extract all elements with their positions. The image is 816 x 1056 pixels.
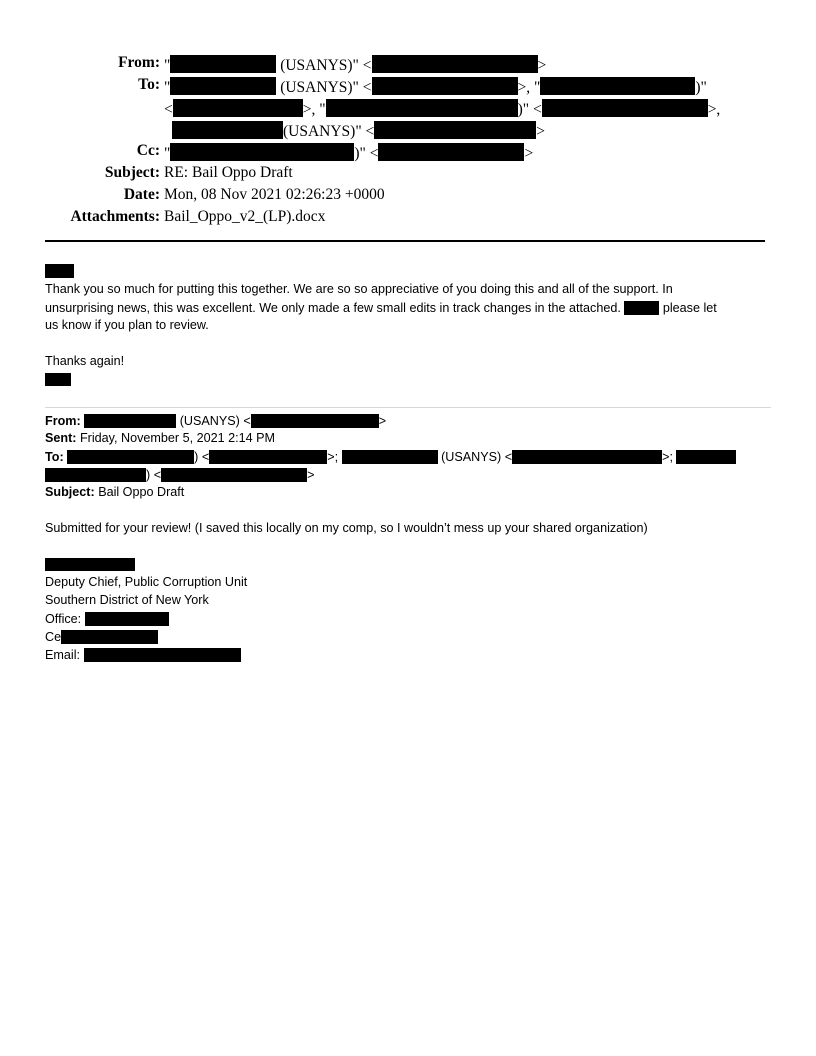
- orig-to-label: To:: [45, 450, 64, 464]
- orig-to-line-2: ) < >: [45, 468, 314, 482]
- to-label: To:: [138, 76, 160, 93]
- email-label: Email:: [45, 648, 80, 662]
- reply-line-2-tail: please let: [662, 301, 717, 315]
- to-value-line3: (USANYS)" < >: [172, 121, 545, 140]
- orig-subject-value: Bail Oppo Draft: [98, 485, 185, 499]
- redaction: [209, 450, 327, 464]
- cell-label: Ce: [45, 630, 62, 644]
- date-label: Date:: [123, 186, 160, 203]
- redaction: [512, 450, 662, 464]
- redaction: [161, 468, 307, 482]
- from-label: From:: [118, 54, 160, 71]
- reply-line-1: Thank you so much for putting this together. We are so so appreciative of you doing this and all of the support. In: [45, 282, 673, 296]
- orig-subject-line: [45, 486, 184, 499]
- redaction: [676, 450, 736, 464]
- redaction: [172, 121, 283, 139]
- reply-line-2-text: unsurprising news, this was excellent. We only made a few small edits in track changes in the attached.: [45, 301, 621, 315]
- redaction: [67, 450, 194, 464]
- signature-title: Deputy Chief, Public Corruption Unit: [45, 575, 248, 589]
- orig-from-line: From: (USANYS) < >: [45, 414, 387, 428]
- orig-from-usanys: (USANYS) <: [179, 414, 251, 428]
- date-value: Mon, 08 Nov 2021 02:26:23 +0000: [164, 186, 385, 203]
- redaction: [84, 648, 241, 662]
- redaction: [61, 630, 158, 644]
- signature-office: Southern District of New York: [45, 593, 209, 607]
- redaction: [540, 77, 695, 95]
- attachments-label: Attachments:: [70, 208, 160, 225]
- orig-to-line-1: To: ) < >; (USANYS) < >;: [45, 450, 736, 464]
- redaction: [85, 612, 169, 626]
- redaction: [251, 414, 379, 428]
- signature-email: [45, 648, 241, 662]
- reply-line-2: [45, 301, 717, 315]
- redaction: [372, 77, 518, 95]
- redaction: [624, 301, 659, 315]
- redaction: [542, 99, 708, 117]
- redaction: [378, 143, 524, 161]
- redaction: [173, 99, 303, 117]
- quoted-divider: [45, 407, 771, 408]
- redaction: [170, 77, 276, 95]
- attachment-link[interactable]: Bail_Oppo_v2_(LP).docx: [164, 208, 326, 225]
- cc-value: " )" < >: [164, 145, 534, 162]
- cc-label: Cc:: [136, 142, 160, 159]
- redaction: [170, 55, 276, 73]
- orig-sent-line: [45, 432, 275, 445]
- orig-sent-value: Friday, November 5, 2021 2:14 PM: [79, 431, 276, 445]
- redaction: [45, 373, 71, 386]
- redaction: [45, 264, 74, 278]
- redaction: [372, 55, 538, 73]
- signature-phone-office: [45, 612, 169, 626]
- to-value-line1: " (USANYS)" < >, " )": [164, 79, 707, 96]
- header-divider: [45, 240, 765, 242]
- subject-label: Subject:: [104, 164, 160, 181]
- orig-to-usanys: (USANYS) <: [441, 450, 513, 464]
- redaction: [170, 143, 354, 161]
- to-value-line2: < >, " )" < >,: [164, 101, 721, 118]
- redaction: [84, 414, 176, 428]
- orig-sent-label: Sent:: [45, 431, 77, 445]
- orig-subject-label: Subject:: [45, 485, 95, 499]
- orig-body-text: Submitted for your review! (I saved this locally on my comp, so I wouldn’t mess up your shared organization): [45, 521, 648, 535]
- redaction: [326, 99, 518, 117]
- reply-thanks: Thanks again!: [45, 354, 125, 368]
- reply-line-3: us know if you plan to review.: [45, 318, 209, 332]
- to-usanys-3: (USANYS)": [283, 123, 362, 140]
- signature-phone-cell: [45, 630, 158, 644]
- redaction: [342, 450, 438, 464]
- from-usanys: (USANYS)": [280, 57, 359, 74]
- subject-value: RE: Bail Oppo Draft: [164, 164, 293, 181]
- redaction: [45, 468, 146, 482]
- to-usanys: (USANYS)": [280, 79, 359, 96]
- redaction: [374, 121, 536, 139]
- from-value: " (USANYS)" < >: [164, 57, 547, 74]
- redaction: [45, 558, 135, 571]
- office-label: Office:: [45, 612, 82, 626]
- orig-from-label: From:: [45, 414, 81, 428]
